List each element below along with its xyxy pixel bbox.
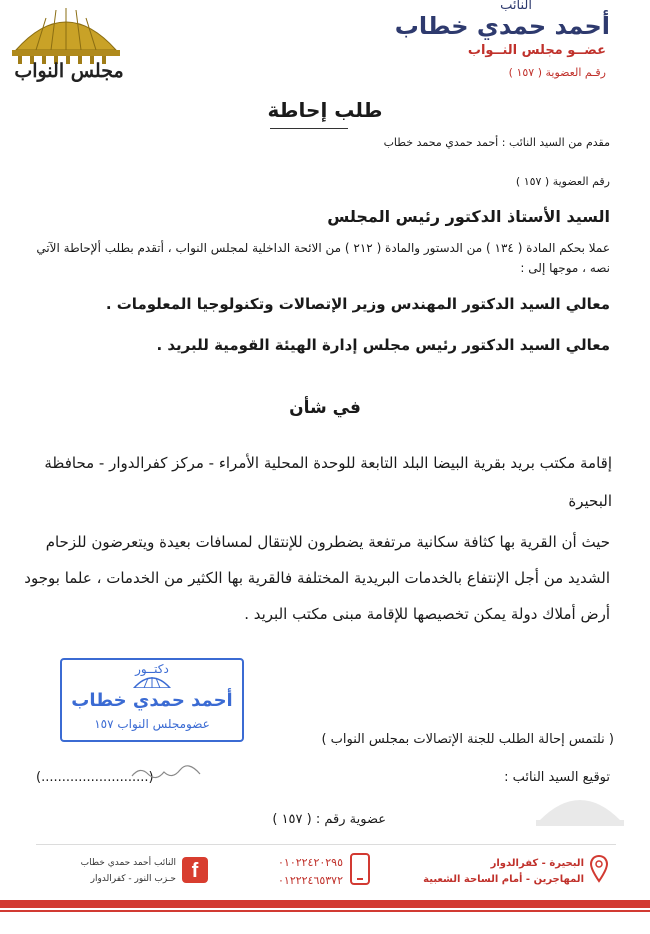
member-name: أحمد حمدي خطاب — [394, 12, 610, 40]
social-party: حـزب النور - كفرالدوار — [90, 874, 176, 884]
referral-request: ( نلتمس إحالة الطلب للجنة الإتصالات بمجلس النواب ) — [321, 732, 614, 747]
stamp-role: عضومجلس النواب ١٥٧ — [94, 717, 210, 731]
official-stamp — [60, 658, 244, 742]
title-underline — [270, 128, 348, 129]
recipient-postal-authority: معالي السيد الدكتور رئيس مجلس إدارة الهيئة القومية للبريد . — [156, 336, 610, 354]
stamp-title: دكتــور — [135, 662, 169, 676]
addressee: السيد الأستاذ الدكتور رئيس المجلس — [327, 207, 610, 226]
phone-icon — [349, 852, 371, 886]
address-line-2: المهاجرين - أمام الساحة الشعبية — [423, 874, 584, 885]
phone-number-1: ٠١٠٢٢٤٢٠٢٩٥ — [278, 856, 343, 869]
membership-number: رقم العضوية ( ١٥٧ ) — [515, 175, 610, 188]
social-name: النائب أحمد حمدي خطاب — [80, 858, 176, 868]
facebook-icon[interactable]: f — [182, 857, 208, 883]
submitted-by: مقدم من السيد النائب : أحمد حمدي محمد خطاب — [383, 136, 610, 149]
parliament-logo — [6, 2, 126, 94]
location-pin-icon — [589, 854, 609, 884]
signature-field: (..........................) — [36, 770, 154, 785]
signature-scribble — [130, 764, 210, 782]
membership-footer: عضوية رقم : ( ١٥٧ ) — [272, 812, 386, 827]
footer-accent-line — [0, 910, 650, 912]
subject-heading: في شأن — [289, 398, 361, 418]
body-intro: عملا بحكم المادة ( ١٣٤ ) من الدستور والمادة ( ٢١٢ ) من الائحة الداخلية لمجلس النواب ، أتقدم بطلب ألإحاطة الآتي نصه ، موجها إلى : — [36, 241, 610, 275]
reason-text: حيث أن القرية بها كثافة سكانية مرتفعة يضطرون للإنتقال لمسافات بعيدة ويتعرضون للزحام الشديد من أجل الإنتفاع بالخدمات البريدية المختلفة فالقرية بها الكثير من الخدمات ، علما بوجود أرض أملاك دولة يمكن تخصيصها للإقامة مبنى مكتب البريد . — [24, 533, 610, 623]
member-role: عضــو مجلس النــواب — [467, 43, 606, 58]
footer-accent-bar — [0, 900, 650, 908]
dome-icon — [132, 674, 172, 688]
stamp-name: أحمد حمدي خطاب — [71, 690, 233, 711]
document-title: طلب إحاطة — [267, 98, 383, 122]
recipient-minister: معالي السيد الدكتور المهندس وزير الإتصالات وتكنولوجيا المعلومات . — [105, 295, 610, 313]
phone-number-2: ٠١٢٢٢٤٦٥٣٧٢ — [278, 874, 343, 887]
signature-label: توقيع السيد النائب : — [504, 770, 610, 785]
member-prefix: النائب — [500, 0, 532, 13]
logo-text: مجلس النواب — [14, 60, 124, 82]
member-id: رقـم العضوية ( ١٥٧ ) — [508, 66, 606, 79]
address-line-1: البحيرة - كفرالدوار — [490, 858, 584, 869]
subject-text: إقامة مكتب بريد بقرية البيضا البلد التابعة للوحدة المحلية الأمراء - مركز كفرالدوار - محافظة البحيرة — [44, 454, 612, 510]
watermark-logo — [530, 780, 630, 840]
footer-divider — [36, 844, 616, 845]
